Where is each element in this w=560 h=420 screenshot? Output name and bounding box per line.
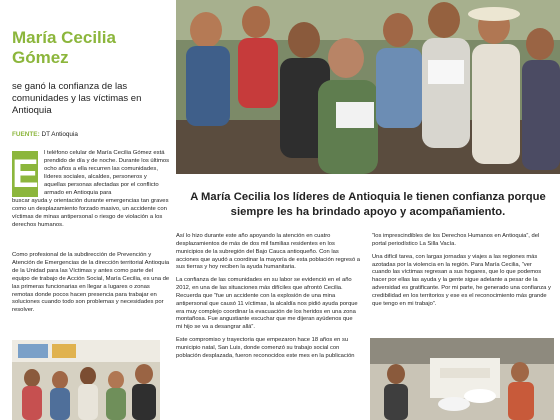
- pull-quote: A María Cecilia los líderes de Antioquia le tienen confianza porque siempre les ha brindado apoyo y acompañamiento.: [190, 191, 546, 218]
- source-label: FUENTE:: [12, 131, 40, 138]
- community-meeting-photo: [12, 340, 160, 420]
- column-right: [372, 233, 552, 314]
- community-meeting-illustration: [12, 340, 160, 420]
- paragraph-intro-start: l teléfono celular de María Cecilia Gómez está prendido de día y de noche. Durante los últimos ocho años a ella recurren las comunidades, líderes sociales, alcaldes, personeros y aquellas personas afectadas por el conflicto armado en Antioquia para: [44, 150, 170, 196]
- paragraph-imprescindibles: “los imprescindibles de los Derechos Humanos en Antioquia”, del portal periodístico La Silla Vacía.: [372, 233, 540, 247]
- paragraph-compromiso: Este compromiso y trayectoria que empezaron hace 18 años en su municipio natal, San Luis, donde comenzó su trabajo social con población desplazada, fueron reconocidos este mes en la publicación: [176, 337, 355, 359]
- article-title: María Cecilia Gómez: [12, 28, 116, 67]
- paragraph-confianza: La confianza de las comunidades en su labor se evidenció en el año 2012, en una de las situaciones más difíciles que afrontó Cecilia. Recuerda que “fue un accidente con la explosión de una mina antipersonal que causó 11 víctimas, la alcaldía nos pidió ayuda porque era muy complejo coordinar la evacuación de los heridos en una zona montañosa. Fue angustiante escuchar que me dijeran ayúdenos que mi hijo se va a desangrar allá”.: [176, 277, 358, 331]
- paragraph-role: Como profesional de la subdirección de Prevención y Atención de Emergencias de la dirección territorial Antioquia de la Unidad para las Víctimas y antes como parte del equipo de trabajo de Acción Social, María Cecilia, es una de las primeras funcionarias en llegar a lugares o zonas remotas donde pocos hacen presencia para trabajar en soluciones cuando todo son problemas y necesidades por resolver.: [12, 252, 170, 314]
- article-subtitle: se ganó la confianza de las comunidades y las víctimas en Antioquia: [12, 81, 142, 117]
- paragraph-desplazamientos: Así lo hizo durante este año apoyando la atención en cuatro desplazamientos de más de dos mil familias residentes en los municipios de la subregión del Bajo Cauca antioqueño. Con las acciones que ayudó a coordinar la mayoría de esta población regresó a sus tierras y hoy reciben la ayuda humanitaria.: [176, 233, 361, 271]
- column-middle: [176, 233, 360, 366]
- drop-cap: E: [12, 152, 39, 196]
- source-line: [12, 131, 78, 138]
- hero-photo: [176, 0, 560, 174]
- aid-delivery-illustration: [370, 338, 554, 420]
- paragraph-intro-end: buscar ayuda y orientación durante emergencias tan graves como un desplazamiento forzado masivo, un accidente con víctimas de minas antipersonal o riesgo de violación a los derechos humanos.: [12, 198, 169, 228]
- source-value: DT Antioquia: [41, 131, 78, 138]
- aid-delivery-photo: [370, 338, 554, 420]
- hero-photo-illustration: [176, 0, 560, 174]
- paragraph-tarea: Una difícil tarea, con largas jornadas y viajes a las regiones más azotadas por la violencia en la región. Para María Cecilia, “ver cuando las víctimas regresan a sus hogares, que lo que podemos hacer por ellas las ayuda y la gente sigue adelante a pesar de la adversidad es gratificante. Por mi parte, he generado una confianza y credibilidad en los territorios y ese es el reconocimiento más grande que tengo en mi trabajo”.: [372, 253, 551, 307]
